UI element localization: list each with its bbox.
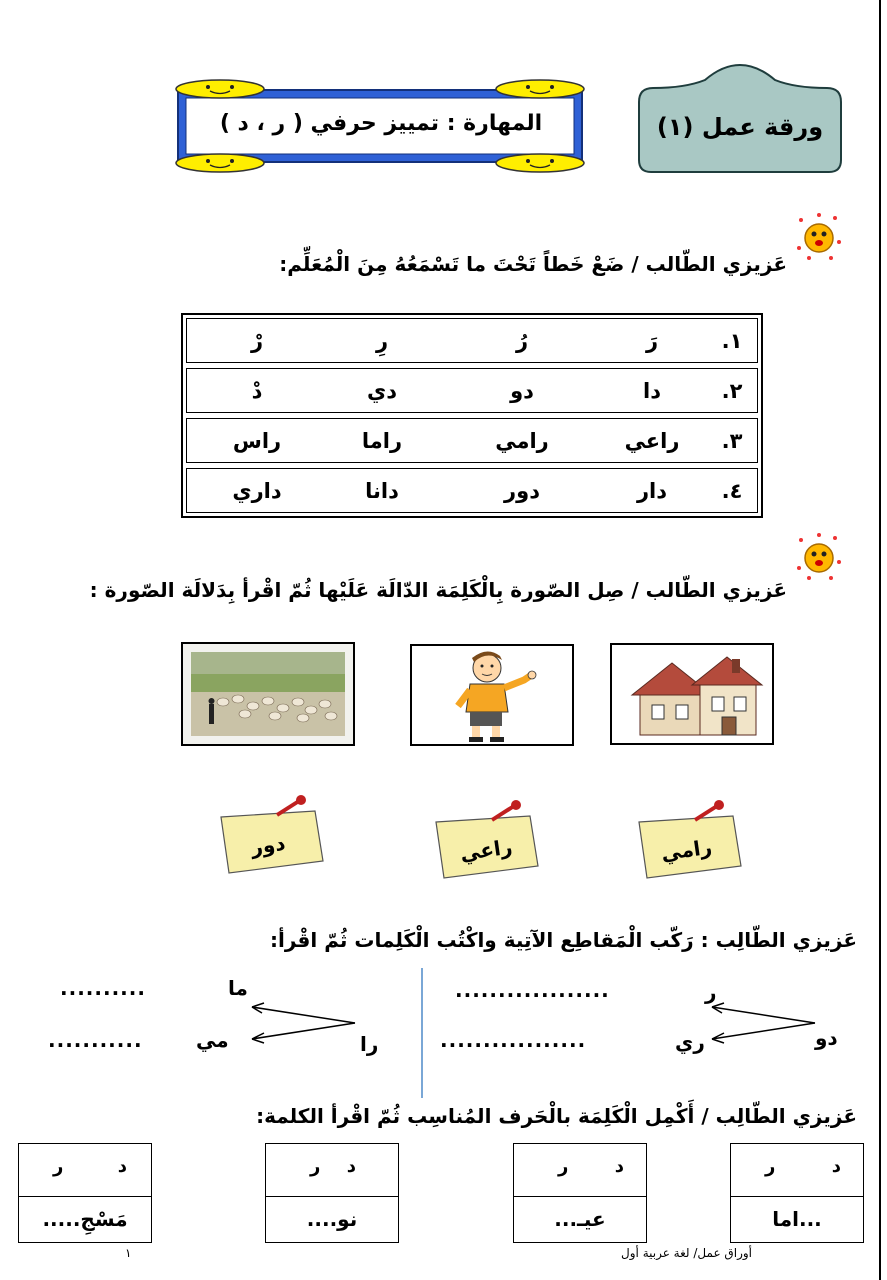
table-cell: رْ (250, 328, 264, 353)
skill-banner (160, 78, 600, 173)
instruction-3: عَزيزي الطّالِب : رَكّب الْمَقاطِع الآتِية واكْتُب الْكَلِمات ثُمّ اقْرأ: (269, 928, 857, 952)
complete-word-box[interactable] (18, 1143, 152, 1243)
letter-option[interactable]: د (346, 1156, 356, 1177)
smiley-face-icon (795, 212, 843, 262)
word-card-rami[interactable] (633, 800, 753, 885)
incomplete-word: نو.... (306, 1207, 358, 1231)
table-cell: راعي (624, 428, 680, 453)
letter-option[interactable]: ر (310, 1156, 321, 1177)
boy-picture[interactable] (410, 644, 574, 746)
table-cell: رَ (645, 328, 659, 353)
syllable-option: ما (228, 976, 248, 1000)
word-label: دور (249, 830, 287, 860)
letter-options (514, 1144, 646, 1197)
table-row (186, 318, 758, 363)
incomplete-word: عيـ... (554, 1207, 606, 1231)
table-cell: دا (643, 378, 661, 403)
answer-blank[interactable]: ........... (48, 1028, 143, 1052)
letter-option[interactable]: ر (558, 1156, 569, 1177)
sheep-herd-icon (183, 644, 353, 744)
instruction-4: عَزيزي الطّالِب / أَكْمِل الْكَلِمَة بالْحَرف المُناسِب ثُمّ اقْرأ الكلمة: (256, 1104, 857, 1128)
table-cell: دو (510, 378, 534, 403)
syllable-option: ر (705, 980, 717, 1004)
complete-word-box[interactable] (265, 1143, 399, 1243)
table-cell: رِ (375, 328, 389, 353)
footer-text: أوراق عمل/ لغة عربية أول (621, 1246, 752, 1260)
letter-option[interactable]: د (831, 1156, 841, 1177)
house-icon (612, 645, 772, 743)
table-cell: راس (232, 428, 282, 453)
table-cell: دور (504, 478, 540, 503)
syllable-option: ري (675, 1030, 705, 1054)
skill-title: المهارة : تمييز حرفي ( ر ، د ) (219, 110, 543, 136)
complete-word-box[interactable] (513, 1143, 647, 1243)
syllable-root: را (360, 1032, 379, 1056)
boy-icon (412, 646, 572, 744)
table-row (186, 468, 758, 513)
table-cell: راما (361, 428, 403, 453)
complete-word-box[interactable] (730, 1143, 864, 1243)
syllable-option: مي (196, 1028, 229, 1052)
instruction-2: عَزيزي الطّالب / صِل الصّورة بِالْكَلِمَة الدّالَة عَلَيْها ثُمّ اقْرأ بِدَلالَة الصّورة : (89, 578, 787, 602)
word-card-dawr[interactable] (215, 795, 335, 880)
answer-blank[interactable]: .................. (455, 978, 610, 1002)
table-cell: دي (366, 378, 398, 403)
table-cell: داري (232, 478, 282, 503)
table-cell: رُ (515, 328, 529, 353)
table-row (186, 418, 758, 463)
letter-option[interactable]: ر (53, 1156, 64, 1177)
answer-blank[interactable]: .......... (60, 976, 146, 1000)
smiley-face-icon (795, 532, 843, 582)
word-label: رامي (659, 834, 714, 866)
page-number: ١ (125, 1246, 132, 1260)
letter-option[interactable]: د (117, 1156, 127, 1177)
table-cell: دار (636, 478, 668, 503)
row-number: ٤. (721, 478, 743, 503)
syllable-root: دو (815, 1026, 838, 1050)
row-number: ٢. (721, 378, 743, 403)
worksheet-title: ورقة عمل (١) (656, 113, 824, 141)
worksheet-badge (635, 60, 845, 190)
letter-options (731, 1144, 863, 1197)
incomplete-word: مَسْجِ..... (42, 1207, 128, 1231)
letter-option[interactable]: ر (765, 1156, 776, 1177)
instruction-1: عَزيزي الطّالب / ضَعْ خَطاً تَحْتَ ما تَسْمَعُهُ مِنَ الْمُعَلِّم: (279, 252, 787, 276)
word-card-rai[interactable] (430, 800, 550, 885)
table-cell: رامي (495, 428, 549, 453)
letter-option[interactable]: د (614, 1156, 624, 1177)
house-picture[interactable] (610, 643, 774, 745)
row-number: ١. (721, 328, 743, 353)
letter-options (266, 1144, 398, 1197)
answer-blank[interactable]: ................. (440, 1028, 587, 1052)
table-cell: دانا (365, 478, 399, 503)
row-number: ٣. (721, 428, 743, 453)
sheep-picture[interactable] (181, 642, 355, 746)
letter-options (19, 1144, 151, 1197)
table-row (186, 368, 758, 413)
table-cell: دْ (251, 378, 263, 403)
incomplete-word: ...اما (772, 1207, 822, 1231)
syllables-table (181, 313, 763, 518)
word-label: راعي (458, 834, 514, 866)
page-border-line (879, 0, 881, 1280)
